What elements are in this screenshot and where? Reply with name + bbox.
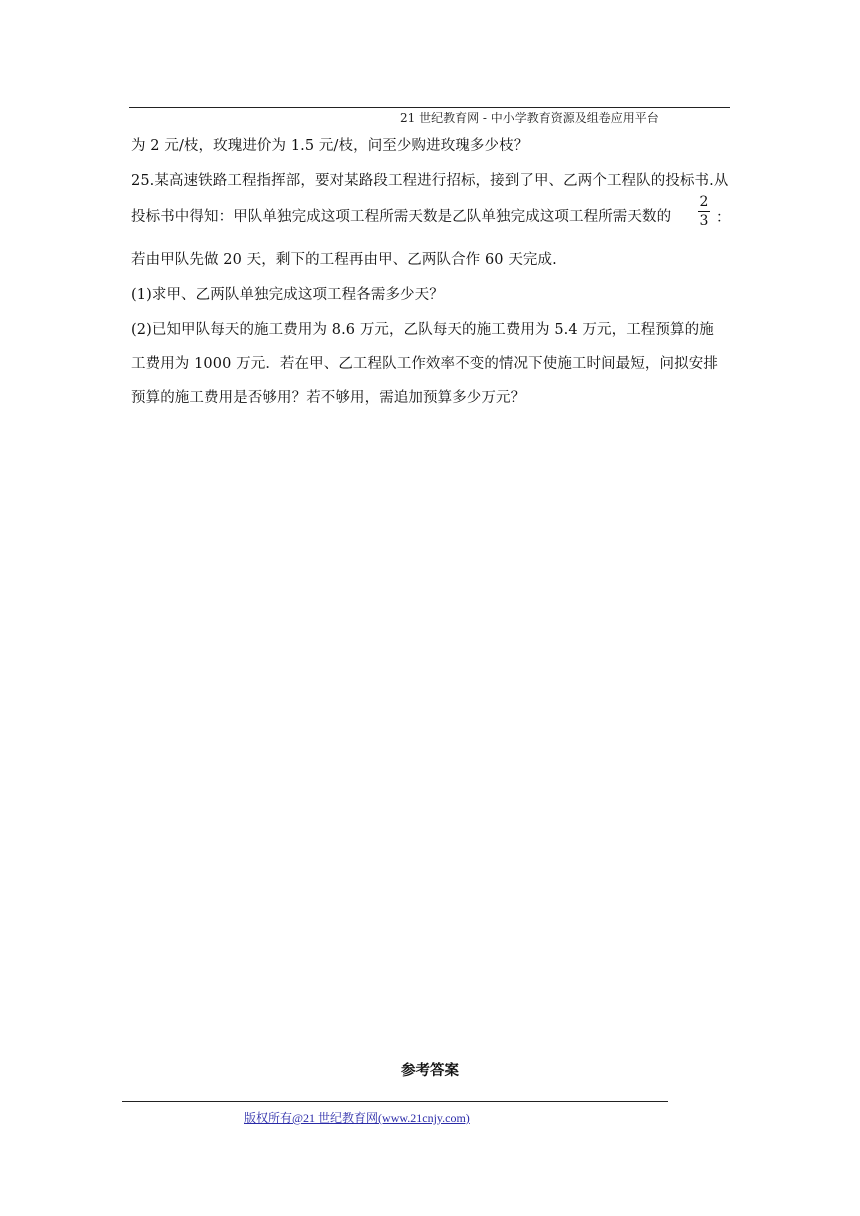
body-line-6: (2)已知甲队每天的施工费用为 8.6 万元，乙队每天的施工费用为 5.4 万元，工程预算的施 bbox=[131, 322, 714, 338]
body-line-3: 投标书中得知：甲队单独完成这项工程所需天数是乙队单独完成这项工程所需天数的 bbox=[131, 209, 672, 225]
footer-rule bbox=[122, 1101, 668, 1102]
body-line-7: 工费用为 1000 万元．若在甲、乙工程队工作效率不变的情况下使施工时间最短，问拟安排 bbox=[131, 356, 718, 372]
fraction-colon: ： bbox=[716, 210, 731, 226]
fraction-numerator: 2 bbox=[699, 194, 709, 210]
fraction-denominator: 3 bbox=[699, 213, 709, 229]
header-rule bbox=[129, 107, 730, 108]
body-line-2: 25.某高速铁路工程指挥部，要对某路段工程进行招标，接到了甲、乙两个工程队的投标书.从 bbox=[131, 173, 729, 189]
body-line-4: 若由甲队先做 20 天，剩下的工程再由甲、乙两队合作 60 天完成. bbox=[131, 252, 557, 268]
fraction-two-thirds bbox=[698, 194, 710, 229]
body-line-8: 预算的施工费用是否够用？若不够用，需追加预算多少万元？ bbox=[131, 390, 526, 406]
body-line-5: (1)求甲、乙两队单独完成这项工程各需多少天？ bbox=[131, 287, 444, 303]
body-line-1: 为 2 元/枝，玫瑰进价为 1.5 元/枝，问至少购进玫瑰多少枝？ bbox=[131, 138, 529, 154]
fraction-bar bbox=[698, 211, 710, 212]
header-site-text: 21 世纪教育网 - 中小学教育资源及组卷应用平台 bbox=[400, 111, 659, 125]
footer-copyright-link[interactable]: 版权所有@21 世纪教育网(www.21cnjy.com) bbox=[244, 1111, 470, 1125]
answers-heading: 参考答案 bbox=[401, 1063, 459, 1079]
